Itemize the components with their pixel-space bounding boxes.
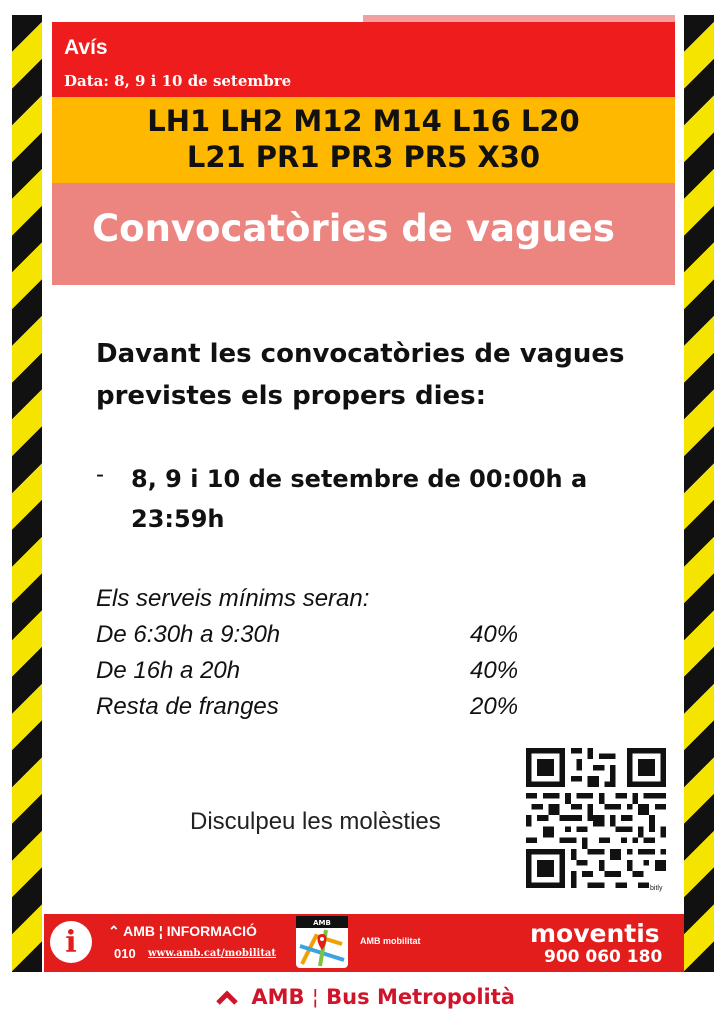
amb-info-brand: AMB — [123, 923, 155, 939]
app-icon-label: AMB — [313, 919, 331, 927]
service-row — [96, 617, 596, 653]
hazard-stripes-right — [684, 15, 714, 972]
service-period: De 6:30h a 9:30h — [96, 621, 281, 648]
footer-bar — [44, 914, 684, 972]
amb-chevron-logo-icon — [216, 989, 238, 1007]
apology-text: Disculpeu les molèsties — [190, 808, 441, 835]
hazard-stripes-left — [12, 15, 42, 972]
minimum-services — [96, 581, 596, 725]
info-icon: i — [50, 921, 92, 963]
operator-logo: moventis — [530, 919, 660, 948]
brand-service: Bus Metropolità — [326, 985, 515, 1009]
qr-code[interactable] — [526, 748, 666, 888]
affected-lines-row-1: LH1 LH2 M12 M14 L16 L20 — [147, 104, 580, 138]
operator-phone: 900 060 180 — [544, 947, 663, 967]
intro-text: Davant les convocatòries de vagues previstes els propers dies: — [96, 339, 625, 411]
notice-title: Convocatòries de vagues — [92, 207, 615, 250]
service-percent: 40% — [470, 657, 519, 684]
service-period: De 16h a 20h — [96, 657, 241, 684]
affected-lines-band — [52, 97, 675, 183]
service-percent: 40% — [470, 621, 519, 648]
alert-header — [52, 22, 675, 97]
notice-poster — [44, 15, 684, 972]
amb-info-word: INFORMACIÓ — [166, 923, 257, 939]
affected-lines-row-2: L21 PR1 PR3 PR5 X30 — [186, 140, 541, 174]
info-url-link[interactable]: www.amb.cat/mobilitat — [148, 948, 277, 959]
brand-name: AMB — [251, 985, 305, 1009]
amb-mobilitat-app-icon — [296, 916, 348, 968]
app-name-label: AMB mobilitat — [360, 936, 421, 946]
top-accent-strip — [363, 15, 675, 22]
qr-caption: bitly — [650, 885, 663, 892]
amb-info-label — [108, 923, 257, 940]
services-heading: Els serveis mínims seran: — [96, 585, 370, 612]
amb-chevron-icon: ⌃ — [108, 923, 120, 939]
alert-label: Avís — [64, 36, 108, 59]
brand-separator: ¦ — [311, 985, 319, 1009]
list-bullet: - — [96, 461, 104, 488]
info-phone: 010 — [114, 946, 136, 961]
service-row — [96, 689, 596, 725]
service-percent: 20% — [470, 693, 519, 720]
service-row — [96, 653, 596, 689]
strike-dates: 8, 9 i 10 de setembre de 00:00h a 23:59h — [131, 465, 588, 533]
amb-info-separator: ¦ — [158, 923, 163, 939]
alert-date: Data: 8, 9 i 10 de setembre — [64, 72, 292, 90]
service-period: Resta de franges — [96, 693, 279, 720]
title-band — [52, 183, 675, 285]
brand-footer — [216, 985, 515, 1009]
